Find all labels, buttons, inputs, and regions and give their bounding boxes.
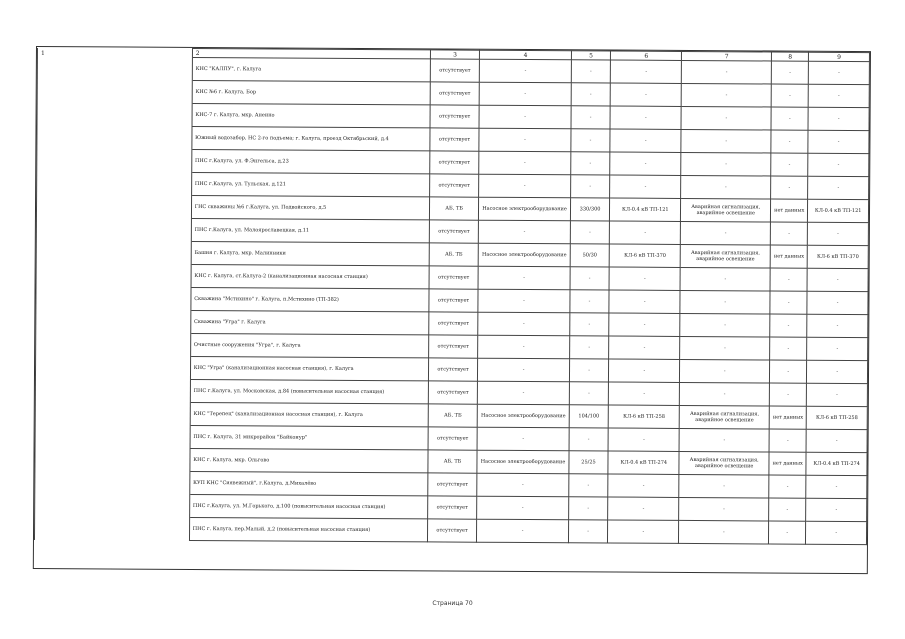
power-cell: - bbox=[571, 152, 611, 175]
facility-name-cell: КНС "Угра" (канализационная насосная станция), г. Калуга bbox=[190, 356, 428, 380]
safety-measures-cell: Аварийная сигнализация, аварийное освещение bbox=[681, 198, 771, 222]
source-cell: - bbox=[807, 383, 868, 406]
safety-measures-cell: - bbox=[680, 313, 770, 337]
equipment-cell: - bbox=[480, 59, 572, 83]
equipment-cell: - bbox=[479, 151, 571, 175]
info-cell: - bbox=[770, 222, 807, 245]
power-cell: - bbox=[568, 520, 608, 543]
feeder-cell: - bbox=[610, 221, 681, 244]
safety-measures-cell: - bbox=[680, 336, 770, 360]
info-cell: - bbox=[770, 268, 807, 291]
safety-measures-cell: - bbox=[682, 60, 772, 84]
power-cell: - bbox=[570, 290, 610, 313]
feeder-cell: - bbox=[611, 60, 682, 83]
equipment-cell: - bbox=[478, 358, 570, 382]
safety-measures-cell: Аварийная сигнализация, аварийное освещение bbox=[681, 244, 771, 268]
source-cell: - bbox=[806, 475, 867, 498]
column-number: 1 bbox=[37, 48, 192, 58]
feeder-cell: КЛ-0.4 кВ ТП-274 bbox=[608, 451, 679, 474]
power-cell: - bbox=[571, 83, 611, 106]
equipment-cell: - bbox=[479, 220, 571, 244]
source-cell: - bbox=[806, 521, 867, 544]
equipment-cell: - bbox=[477, 427, 569, 451]
safety-measures-cell: - bbox=[682, 83, 772, 107]
empty-cell bbox=[36, 287, 191, 311]
facility-name-cell: ГНС скважины №6 г.Калуга, ул. Подвойского, д.5 bbox=[191, 195, 429, 219]
empty-cell bbox=[36, 241, 191, 265]
source-cell: - bbox=[808, 107, 869, 130]
source-cell: - bbox=[806, 498, 867, 521]
equipment-cell: Насосное электрооборудование bbox=[477, 450, 569, 474]
empty-cell bbox=[36, 264, 191, 288]
power-cell: - bbox=[570, 313, 610, 336]
column-number: 3 bbox=[430, 50, 479, 59]
source-cell: - bbox=[807, 337, 868, 360]
safety-measures-cell: - bbox=[679, 428, 769, 452]
safety-measures-cell: Аварийная сигнализация, аварийное освещение bbox=[680, 405, 770, 429]
feeder-cell: - bbox=[609, 359, 680, 382]
page-number: Страница 70 bbox=[432, 600, 473, 607]
empty-cell bbox=[37, 57, 192, 81]
safety-measures-cell: - bbox=[681, 221, 771, 245]
facility-name-cell: ПНС г.Калуга, ул. Тульская, д.121 bbox=[191, 172, 429, 196]
backup-source-cell: отсутствует bbox=[429, 174, 479, 197]
power-cell: - bbox=[570, 267, 610, 290]
info-cell: нет данных bbox=[770, 245, 807, 268]
safety-measures-cell: - bbox=[679, 497, 769, 521]
table-row bbox=[34, 517, 866, 545]
column-number: 8 bbox=[772, 52, 809, 61]
source-cell: - bbox=[808, 153, 869, 176]
feeder-cell: - bbox=[610, 129, 681, 152]
backup-source-cell: отсутствует bbox=[428, 358, 478, 381]
facility-name-cell: ПНС г.Калуга, ул. Малоярославецкая, д.11 bbox=[191, 218, 429, 242]
facility-name-cell: Южный водозабор, НС 2-го подъема; г. Калуга, проезд Октябрьский, д.4 bbox=[192, 126, 430, 150]
info-cell: - bbox=[770, 291, 807, 314]
backup-source-cell: отсутствует bbox=[427, 496, 477, 519]
source-cell: - bbox=[808, 176, 869, 199]
facility-name-cell: ПНС г.Калуга, ул. Ф.Энгельса, д.23 bbox=[191, 149, 429, 173]
facility-name-cell: КНС г. Калуга, ст.Калуга-2 (канализационная насосная станция) bbox=[191, 264, 429, 288]
source-cell: - bbox=[808, 84, 869, 107]
feeder-cell: КЛ-6 кВ ТП-370 bbox=[609, 244, 680, 267]
info-cell: - bbox=[770, 314, 807, 337]
backup-source-cell: отсутствует bbox=[429, 289, 479, 312]
power-cell: - bbox=[570, 221, 610, 244]
source-cell: - bbox=[807, 314, 868, 337]
feeder-cell: - bbox=[610, 175, 681, 198]
empty-cell bbox=[36, 333, 191, 357]
equipment-cell: Насосное электрооборудование bbox=[477, 404, 569, 428]
equipment-cell: - bbox=[479, 82, 571, 106]
info-cell: - bbox=[771, 84, 808, 107]
empty-cell bbox=[35, 402, 190, 426]
equipment-cell: - bbox=[479, 174, 571, 198]
facility-name-cell: ПНС г.Калуга, ул. М.Горького, д.100 (повысительная насосная станция) bbox=[189, 494, 427, 518]
info-cell: - bbox=[769, 475, 806, 498]
column-number: 9 bbox=[809, 52, 870, 61]
info-cell: - bbox=[771, 176, 808, 199]
empty-cell bbox=[37, 172, 192, 196]
backup-source-cell: АБ, ТБ bbox=[428, 404, 478, 427]
info-cell: - bbox=[771, 153, 808, 176]
info-cell: нет данных bbox=[769, 406, 806, 429]
power-cell: 104/100 bbox=[569, 405, 609, 428]
safety-measures-cell: - bbox=[680, 382, 770, 406]
info-cell: нет данных bbox=[769, 452, 806, 475]
source-cell: - bbox=[807, 291, 868, 314]
source-cell: - bbox=[808, 130, 869, 153]
empty-cell bbox=[37, 80, 192, 104]
feeder-cell: - bbox=[610, 152, 681, 175]
info-cell: - bbox=[769, 429, 806, 452]
safety-measures-cell: - bbox=[680, 290, 770, 314]
feeder-cell: КЛ-0.4 кВ ТП-121 bbox=[610, 198, 681, 221]
safety-measures-cell: - bbox=[681, 106, 771, 130]
backup-source-cell: отсутствует bbox=[430, 105, 480, 128]
facility-name-cell: Башня г. Калуга, мкр. Малинники bbox=[191, 241, 429, 265]
facility-name-cell: КНС г. Калуга, мкр. Ольгово bbox=[190, 448, 428, 472]
info-cell: - bbox=[771, 61, 808, 84]
empty-cell bbox=[37, 126, 192, 150]
facility-name-cell: Очистные сооружения "Угра", г. Калуга bbox=[190, 333, 428, 357]
equipment-cell: - bbox=[478, 335, 570, 359]
source-cell: КЛ-0.4 кВ ТП-121 bbox=[808, 199, 869, 222]
source-cell: - bbox=[806, 429, 867, 452]
backup-source-cell: отсутствует bbox=[429, 266, 479, 289]
equipment-cell: - bbox=[479, 128, 571, 152]
empty-cell bbox=[35, 379, 190, 403]
backup-source-cell: отсутствует bbox=[428, 381, 478, 404]
empty-cell bbox=[35, 356, 190, 380]
power-cell: - bbox=[569, 428, 609, 451]
power-cell: - bbox=[571, 106, 611, 129]
safety-measures-cell: Аварийная сигнализация, аварийное освещение bbox=[679, 451, 769, 475]
backup-source-cell: отсутствует bbox=[428, 427, 478, 450]
feeder-cell: - bbox=[609, 336, 680, 359]
backup-source-cell: АБ, ТБ bbox=[428, 450, 478, 473]
source-cell: КЛ-6 кВ ТП-370 bbox=[807, 245, 868, 268]
power-cell: - bbox=[568, 497, 608, 520]
safety-measures-cell: - bbox=[681, 175, 771, 199]
info-cell: - bbox=[769, 498, 806, 521]
facility-name-cell: ПНС г. Калуга, 31 микрорайон "Байконур" bbox=[190, 425, 428, 449]
backup-source-cell: АБ, ТБ bbox=[429, 197, 479, 220]
empty-cell bbox=[37, 149, 192, 173]
backup-source-cell: отсутствует bbox=[430, 128, 480, 151]
equipment-cell: - bbox=[479, 105, 571, 129]
facility-name-cell: КУП КНС "Сиявежный", г.Калуга, д.Михалёво bbox=[190, 471, 428, 495]
source-cell: - bbox=[807, 360, 868, 383]
equipment-cell: - bbox=[477, 496, 569, 520]
equipment-cell: - bbox=[478, 289, 570, 313]
safety-measures-cell: - bbox=[681, 152, 771, 176]
facility-name-cell: КНС "КАЛПУ", г. Калуга bbox=[192, 57, 430, 81]
facility-name-cell: Скважина "Угра" г. Калуга bbox=[190, 310, 428, 334]
column-number: 5 bbox=[571, 51, 610, 60]
empty-cell bbox=[36, 218, 191, 242]
empty-cell bbox=[35, 425, 190, 449]
equipment-cell: - bbox=[477, 473, 569, 497]
facility-name-cell: КНС-7 г. Калуга, мкр. Анеино bbox=[192, 103, 430, 127]
source-cell: - bbox=[807, 268, 868, 291]
safety-measures-cell: - bbox=[679, 520, 769, 544]
empty-cell bbox=[34, 517, 189, 541]
column-number: 2 bbox=[192, 48, 430, 58]
backup-source-cell: отсутствует bbox=[429, 312, 479, 335]
safety-measures-cell: - bbox=[681, 129, 771, 153]
info-cell: нет данных bbox=[771, 199, 808, 222]
power-cell: 25/25 bbox=[569, 451, 609, 474]
feeder-cell: - bbox=[608, 497, 679, 520]
empty-cell bbox=[37, 103, 192, 127]
column-number: 6 bbox=[611, 51, 682, 60]
equipment-cell: - bbox=[478, 266, 570, 290]
feeder-cell: - bbox=[608, 428, 679, 451]
feeder-cell: - bbox=[610, 83, 681, 106]
facility-name-cell: ПНС г.Калуга, ул. Московская, д.84 (повысительная насосная станция) bbox=[190, 379, 428, 403]
power-cell: - bbox=[569, 382, 609, 405]
equipment-cell: - bbox=[478, 381, 570, 405]
backup-source-cell: отсутствует bbox=[427, 519, 477, 542]
backup-source-cell: отсутствует bbox=[428, 473, 478, 496]
feeder-cell: - bbox=[609, 290, 680, 313]
power-cell: 330/300 bbox=[570, 198, 610, 221]
backup-source-cell: АБ, ТБ bbox=[429, 243, 479, 266]
feeder-cell: - bbox=[609, 267, 680, 290]
source-cell: - bbox=[809, 61, 870, 84]
power-cell: - bbox=[571, 60, 611, 83]
feeder-cell: - bbox=[608, 520, 679, 543]
power-cell: - bbox=[569, 359, 609, 382]
column-number: 4 bbox=[480, 50, 572, 60]
empty-cell bbox=[35, 494, 190, 518]
backup-source-cell: отсутствует bbox=[430, 59, 480, 82]
table-frame bbox=[33, 46, 871, 574]
safety-measures-cell: - bbox=[680, 267, 770, 291]
safety-measures-cell: - bbox=[679, 474, 769, 498]
power-cell: 50/30 bbox=[570, 244, 610, 267]
equipment-cell: - bbox=[478, 312, 570, 336]
power-cell: - bbox=[571, 129, 611, 152]
feeder-cell: - bbox=[610, 106, 681, 129]
power-cell: - bbox=[569, 474, 609, 497]
power-cell: - bbox=[570, 175, 610, 198]
feeder-cell: КЛ-6 кВ ТП-258 bbox=[608, 405, 679, 428]
facility-name-cell: Скважина "Мстихино" г. Калуга, п.Мстихино (ТП-382) bbox=[191, 287, 429, 311]
feeder-cell: - bbox=[609, 313, 680, 336]
empty-cell bbox=[35, 471, 190, 495]
info-cell: - bbox=[771, 130, 808, 153]
backup-source-cell: отсутствует bbox=[429, 220, 479, 243]
equipment-table bbox=[34, 47, 870, 545]
feeder-cell: - bbox=[609, 382, 680, 405]
info-cell: - bbox=[770, 360, 807, 383]
safety-measures-cell: - bbox=[680, 359, 770, 383]
equipment-cell: Насосное электрооборудование bbox=[479, 197, 571, 221]
empty-cell bbox=[36, 310, 191, 334]
facility-name-cell: ПНС г. Калуга, пер.Малый, д.2 (повысительная насосная станция) bbox=[189, 517, 427, 541]
info-cell: - bbox=[769, 521, 806, 544]
info-cell: - bbox=[769, 383, 806, 406]
facility-name-cell: КНС №6 г. Калуга, Бор bbox=[192, 80, 430, 104]
source-cell: КЛ-6 кВ ТП-258 bbox=[806, 406, 867, 429]
empty-cell bbox=[36, 195, 191, 219]
table-body bbox=[34, 57, 869, 545]
backup-source-cell: отсутствует bbox=[430, 151, 480, 174]
backup-source-cell: отсутствует bbox=[428, 335, 478, 358]
source-cell: КЛ-0.4 кВ ТП-274 bbox=[806, 452, 867, 475]
info-cell: - bbox=[771, 107, 808, 130]
facility-name-cell: КНС "Терепец" (канализационная насосная станция), г. Калуга bbox=[190, 402, 428, 426]
empty-cell bbox=[35, 448, 190, 472]
column-number: 7 bbox=[682, 51, 772, 61]
info-cell: - bbox=[770, 337, 807, 360]
equipment-cell: - bbox=[477, 519, 569, 543]
source-cell: - bbox=[808, 222, 869, 245]
backup-source-cell: отсутствует bbox=[430, 82, 480, 105]
feeder-cell: - bbox=[608, 474, 679, 497]
equipment-cell: Насосное электрооборудование bbox=[478, 243, 570, 267]
power-cell: - bbox=[569, 336, 609, 359]
